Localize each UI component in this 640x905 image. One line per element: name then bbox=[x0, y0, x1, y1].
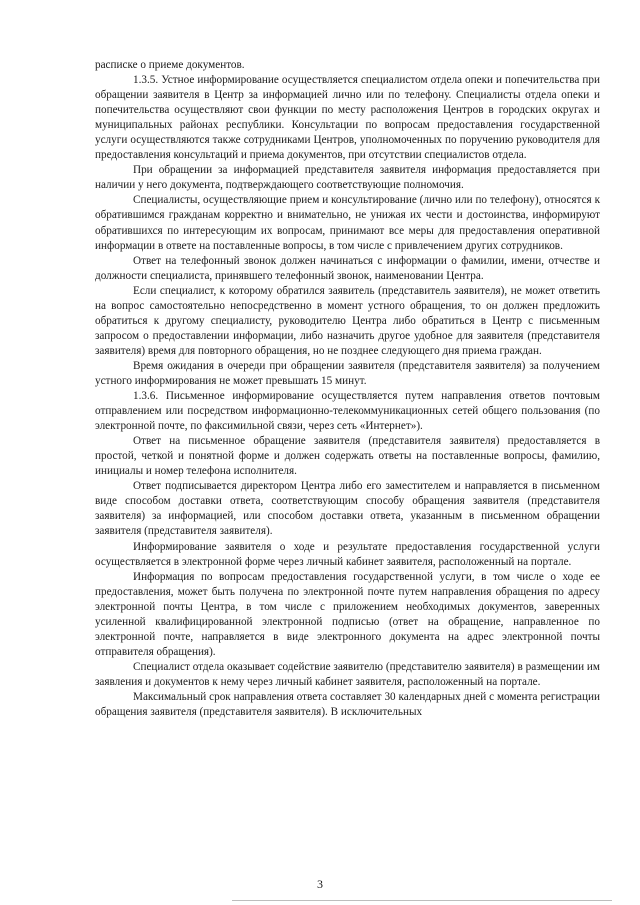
paragraph-progress-info: Информирование заявителя о ходе и результате предоставления государственной услуги осуществляется в электронной форме через личный кабинет заявителя, расположенный на портале. bbox=[95, 540, 600, 568]
paragraph-waiting-time: Время ожидания в очереди при обращении заявителя (представителя заявителя) за получением устного информирования не может превышать 15 минут. bbox=[95, 359, 600, 387]
paragraph-email-info: Информация по вопросам предоставления государственной услуги, в том числе о ходе ее предоставления, может быть получена по электронной почте путем направления обращения по адресу электронной почты Центра, в том числе с приложением необходимых документов, заверенных усиленной квалифицированной электронной подписью (ответ на обращение, направленное по электронной почте, направляется в виде электронного документа на адрес электронной почты отправителя обращения). bbox=[95, 570, 600, 658]
paragraph-1-3-6: 1.3.6. Письменное информирование осуществляется путем направления ответов почтовым отправлением или посредством информационно-телекоммуникационных сетей общего пользования (по электронной почте, по факсимильной связи, через сеть «Интернет»). bbox=[95, 390, 600, 433]
paragraph-specialists: Специалисты, осуществляющие прием и консультирование (лично или по телефону), относятся к обратившимся гражданам корректно и внимательно, не унижая их чести и достоинства, информируют обратившихся по интересующим их вопросам, принимают все меры для предоставления оперативной информации в ответе на поставленные вопросы, в том числе с привлечением других сотрудников. bbox=[95, 194, 600, 252]
paragraph-1-3-5: 1.3.5. Устное информирование осуществляется специалистом отдела опеки и попечительства при обращении заявителя в Центр за информацией лично или по телефону. Специалисты отдела опеки и попечительства осуществляют свои функции по месту расположения Центров в городских округах и муниципальных районах республики. Консультации по вопросам предоставления государственной услуги осуществляются также сотрудниками Центров, уполномоченных по поручению руководителя для предоставления консультаций и приема документов, при отсутствии специалистов отдела. bbox=[95, 74, 600, 162]
paragraph-max-term: Максимальный срок направления ответа составляет 30 календарных дней с момента регистрации обращения заявителя (представителя заявителя). В исключительных bbox=[95, 690, 600, 719]
page-number: 3 bbox=[317, 877, 323, 891]
paragraph-redirect: Если специалист, к которому обратился заявитель (представитель заявителя), не может ответить на вопрос самостоятельно непосредственно в момент устного обращения, то он должен предложить обратиться к другому специалисту, руководителю Центра либо обратиться в Центр с письменным запросом о предоставлении информации, либо назначить другое удобное для заявителя (представителя заявителя) время для повторного обращения, но не позднее следующего дня приема граждан. bbox=[95, 284, 600, 357]
paragraph-continuation: расписке о приеме документов. bbox=[95, 59, 245, 71]
paragraph-phone-answer: Ответ на телефонный звонок должен начинаться с информации о фамилии, имени, отчестве и должности специалиста, принявшего телефонный звонок, наименовании Центра. bbox=[95, 254, 600, 282]
paragraph-written-answer: Ответ на письменное обращение заявителя (представителя заявителя) предоставляется в простой, четкой и понятной форме и должен содержать ответы на поставленные вопросы, фамилию, инициалы и номер телефона исполнителя. bbox=[95, 435, 600, 478]
scan-edge-line bbox=[232, 900, 612, 901]
paragraph-signature: Ответ подписывается директором Центра либо его заместителем и направляется в письменном виде способом доставки ответа, соответствующим способу обращения заявителя (представителя заявителя) за информацией, или способом доставки ответа, указанным в письменном обращении заявителя (представителя заявителя). bbox=[95, 480, 600, 538]
paragraph-assistance: Специалист отдела оказывает содействие заявителю (представителю заявителя) в размещении им заявления и документов к нему через личный кабинет заявителя, расположенный на портале. bbox=[95, 660, 600, 688]
paragraph-representative: При обращении за информацией представителя заявителя информация предоставляется при наличии у него документа, подтверждающего соответствующие полномочия. bbox=[95, 164, 600, 192]
